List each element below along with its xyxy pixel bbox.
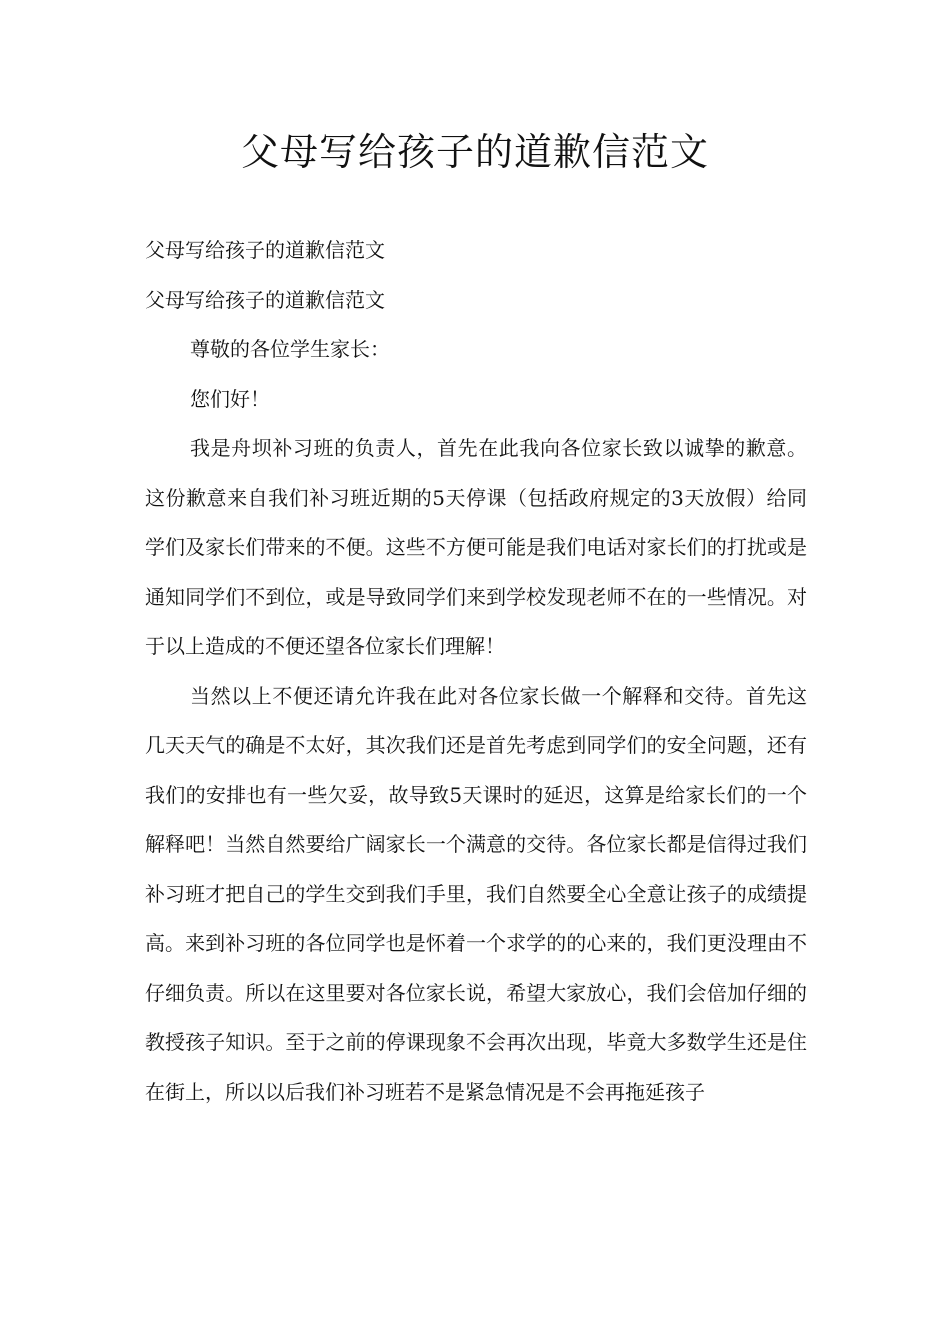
paragraph-explanation: 当然以上不便还请允许我在此对各位家长做一个解释和交待。首先这几天天气的确是不太好，其次我们还是首先考虑到同学们的安全问题，还有我们的安排也有一些欠妥，故导致5天课时的延迟，这算是给家长们的一个解释吧！当然自然要给广阔家长一个满意的交待。各位家长都是信得过我们补习班才把自己的学生交到我们手里，我们自然要全心全意让孩子的成绩提高。来到补习班的各位同学也是怀着一个求学的的心来的，我们更没理由不仔细负责。所以在这里要对各位家长说，希望大家放心，我们会倍加仔细的教授孩子知识。至于之前的停课现象不会再次出现，毕竟大多数学生还是住在街上，所以以后我们补习班若不是紧急情况是不会再拖延孩子 bbox=[145, 683, 807, 1104]
subtitle-line-1: 父母写给孩子的道歉信范文 bbox=[145, 238, 385, 262]
document-body bbox=[145, 226, 807, 1117]
subtitle-line-2: 父母写给孩子的道歉信范文 bbox=[145, 287, 385, 312]
salutation: 尊敬的各位学生家长： bbox=[190, 337, 390, 361]
paragraph-apology: 我是舟坝补习班的负责人，首先在此我向各位家长致以诚挚的歉意。这份歉意来自我们补习班近期的5天停课（包括政府规定的3天放假）给同学们及家长们带来的不便。这些不方便可能是我们电话对家长们的打扰或是通知同学们不到位，或是导致同学们来到学校发现老师不在的一些情况。对于以上造成的不便还望各位家长们理解！ bbox=[145, 436, 807, 658]
document-title: 父母写给孩子的道歉信范文 bbox=[240, 130, 709, 174]
greeting: 您们好！ bbox=[190, 386, 270, 411]
